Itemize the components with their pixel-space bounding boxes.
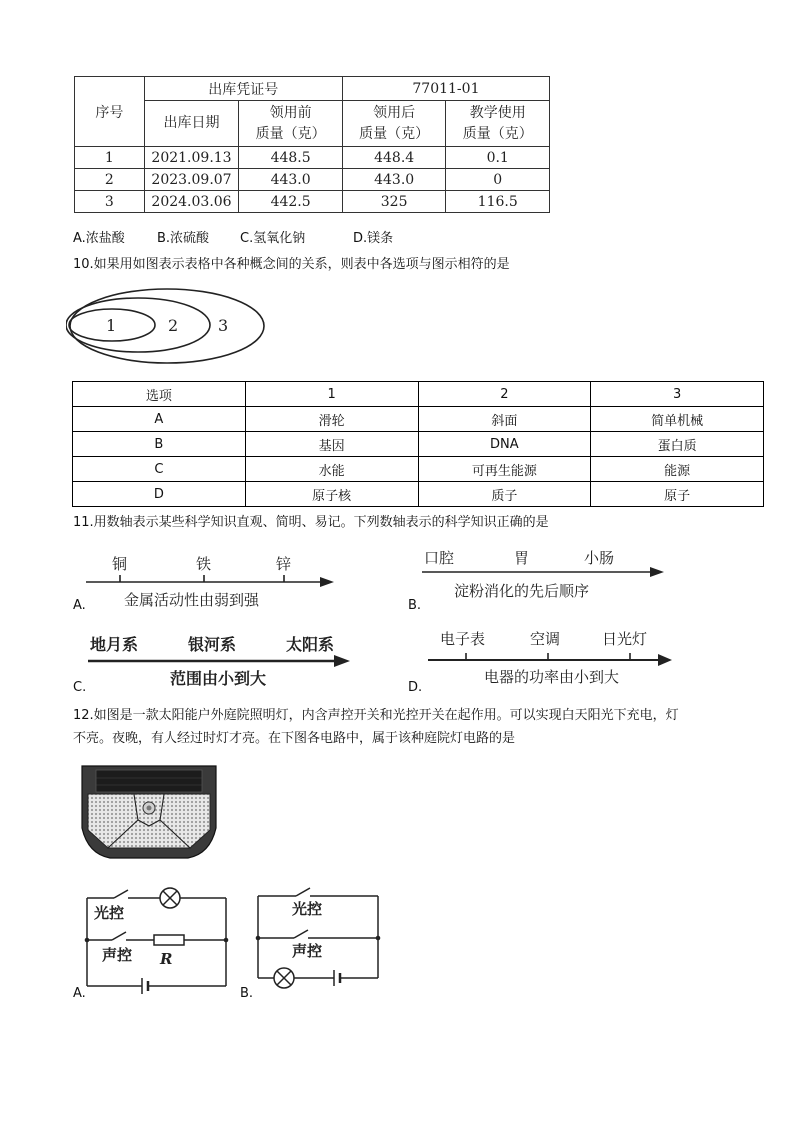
q12-stem-line1: 12.如图是一款太阳能户外庭院照明灯，内含声控开关和光控开关在起作用。可以实现白天阳光下充电，灯: [73, 708, 679, 723]
axis-c-caption: 范围由小到大: [170, 669, 267, 688]
table-row[interactable]: [73, 482, 764, 507]
axis-b-tick-1: 口腔: [424, 549, 455, 567]
table-cell: 滑轮: [245, 407, 418, 432]
table-cell: A: [73, 407, 246, 432]
table-cell: 2023.09.07: [144, 169, 239, 191]
table-cell: 蛋白质: [591, 432, 764, 457]
circuit-diagram-b[interactable]: [254, 880, 384, 994]
table-header-cell: 1: [245, 382, 418, 407]
table-cell: 116.5: [446, 191, 550, 213]
q12-option-b-letter[interactable]: B.: [240, 986, 254, 1001]
stock-table-col-before: 领用前 质量（克）: [239, 101, 343, 147]
stock-table-col-date: 出库日期: [144, 101, 239, 147]
table-cell: D: [73, 482, 246, 507]
axis-c-tick-3: 太阳系: [286, 635, 335, 654]
stock-record-table: [74, 76, 550, 213]
diagram-label-2: 2: [168, 316, 179, 335]
table-cell: 可再生能源: [418, 457, 591, 482]
q11-option-a-letter[interactable]: A.: [73, 598, 86, 613]
table-cell: 能源: [591, 457, 764, 482]
q9-option-d[interactable]: D.镁条: [353, 231, 394, 246]
axis-c-tick-2: 银河系: [188, 635, 237, 654]
table-cell: B: [73, 432, 246, 457]
circuit-a-light-switch-label: 光控: [94, 904, 125, 922]
stock-table-index-header: 序号: [75, 77, 145, 147]
table-row[interactable]: [73, 457, 764, 482]
circuit-a-sound-switch-label: 声控: [102, 946, 133, 964]
table-cell: 443.0: [239, 169, 343, 191]
stock-table-voucher-label: 出库凭证号: [144, 77, 342, 101]
diagram-label-3: 3: [218, 316, 229, 335]
table-cell: 2: [75, 169, 145, 191]
table-cell: 448.4: [342, 147, 446, 169]
q11-axis-a[interactable]: [84, 550, 344, 612]
table-cell: 质子: [418, 482, 591, 507]
axis-a-tick-2: 铁: [196, 555, 212, 573]
table-header-cell: 2: [418, 382, 591, 407]
axis-b-tick-3: 小肠: [584, 549, 615, 567]
axis-a-tick-3: 锌: [276, 555, 292, 573]
table-cell: C: [73, 457, 246, 482]
axis-c-tick-1: 地月系: [90, 635, 139, 654]
table-cell: 0.1: [446, 147, 550, 169]
q11-option-b-letter[interactable]: B.: [408, 598, 422, 613]
table-row: [75, 191, 550, 213]
q11-axis-c[interactable]: [84, 628, 356, 690]
axis-b-tick-2: 胃: [514, 549, 530, 567]
q12-option-a-letter[interactable]: A.: [73, 986, 86, 1001]
table-cell: 基因: [245, 432, 418, 457]
q12-stem-line2: 不亮。夜晚，有人经过时灯才亮。在下图各电路中，属于该种庭院灯电路的是: [73, 731, 516, 746]
diagram-label-1: 1: [106, 316, 117, 335]
table-cell: 325: [342, 191, 446, 213]
table-cell: 2021.09.13: [144, 147, 239, 169]
axis-b-caption: 淀粉消化的先后顺序: [454, 582, 590, 600]
table-row: [75, 169, 550, 191]
table-cell: 斜面: [418, 407, 591, 432]
table-header-cell: 选项: [73, 382, 246, 407]
circuit-a-resistor-label: R: [160, 950, 173, 968]
table-cell: 原子: [591, 482, 764, 507]
axis-d-tick-2: 空调: [530, 630, 561, 648]
table-cell: 2024.03.06: [144, 191, 239, 213]
q10-stem: 10.如果用如图表示表格中各种概念间的关系，则表中各选项与图示相符的是: [73, 257, 510, 272]
stock-table-col-after: 领用后 质量（克）: [342, 101, 446, 147]
q11-option-d-letter[interactable]: D.: [408, 680, 423, 695]
q11-axis-d[interactable]: [424, 624, 682, 690]
solar-lamp-image: [78, 764, 220, 864]
circuit-b-sound-switch-label: 声控: [292, 942, 323, 960]
table-cell: 简单机械: [591, 407, 764, 432]
axis-a-caption: 金属活动性由弱到强: [124, 591, 260, 609]
table-header-cell: 3: [591, 382, 764, 407]
table-cell: 448.5: [239, 147, 343, 169]
table-cell: 443.0: [342, 169, 446, 191]
q10-options-table: [72, 381, 764, 507]
table-cell: 3: [75, 191, 145, 213]
q11-stem: 11.用数轴表示某些科学知识直观、简明、易记。下列数轴表示的科学知识正确的是: [73, 515, 549, 530]
stock-table-col-used: 教学使用 质量（克）: [446, 101, 550, 147]
table-row: [75, 147, 550, 169]
circuit-diagram-a[interactable]: [84, 882, 232, 998]
table-cell: 水能: [245, 457, 418, 482]
stock-table-voucher-no: 77011-01: [342, 77, 549, 101]
q11-axis-b[interactable]: [418, 545, 678, 607]
concept-ellipse-diagram: [66, 286, 270, 368]
q9-option-a[interactable]: A.浓盐酸: [73, 231, 125, 246]
table-row[interactable]: [73, 407, 764, 432]
q11-option-c-letter[interactable]: C.: [73, 680, 87, 695]
circuit-b-light-switch-label: 光控: [292, 900, 323, 918]
axis-d-tick-3: 日光灯: [602, 630, 648, 648]
axis-d-caption: 电器的功率由小到大: [484, 668, 620, 686]
q9-option-b[interactable]: B.浓硫酸: [157, 231, 210, 246]
table-cell: 原子核: [245, 482, 418, 507]
axis-d-tick-1: 电子表: [440, 630, 486, 648]
table-cell: 0: [446, 169, 550, 191]
table-cell: 442.5: [239, 191, 343, 213]
q9-option-c[interactable]: C.氢氧化钠: [240, 231, 306, 246]
table-header-row: [73, 382, 764, 407]
axis-a-tick-1: 铜: [112, 555, 128, 573]
table-cell: 1: [75, 147, 145, 169]
table-row[interactable]: [73, 432, 764, 457]
table-cell: DNA: [418, 432, 591, 457]
